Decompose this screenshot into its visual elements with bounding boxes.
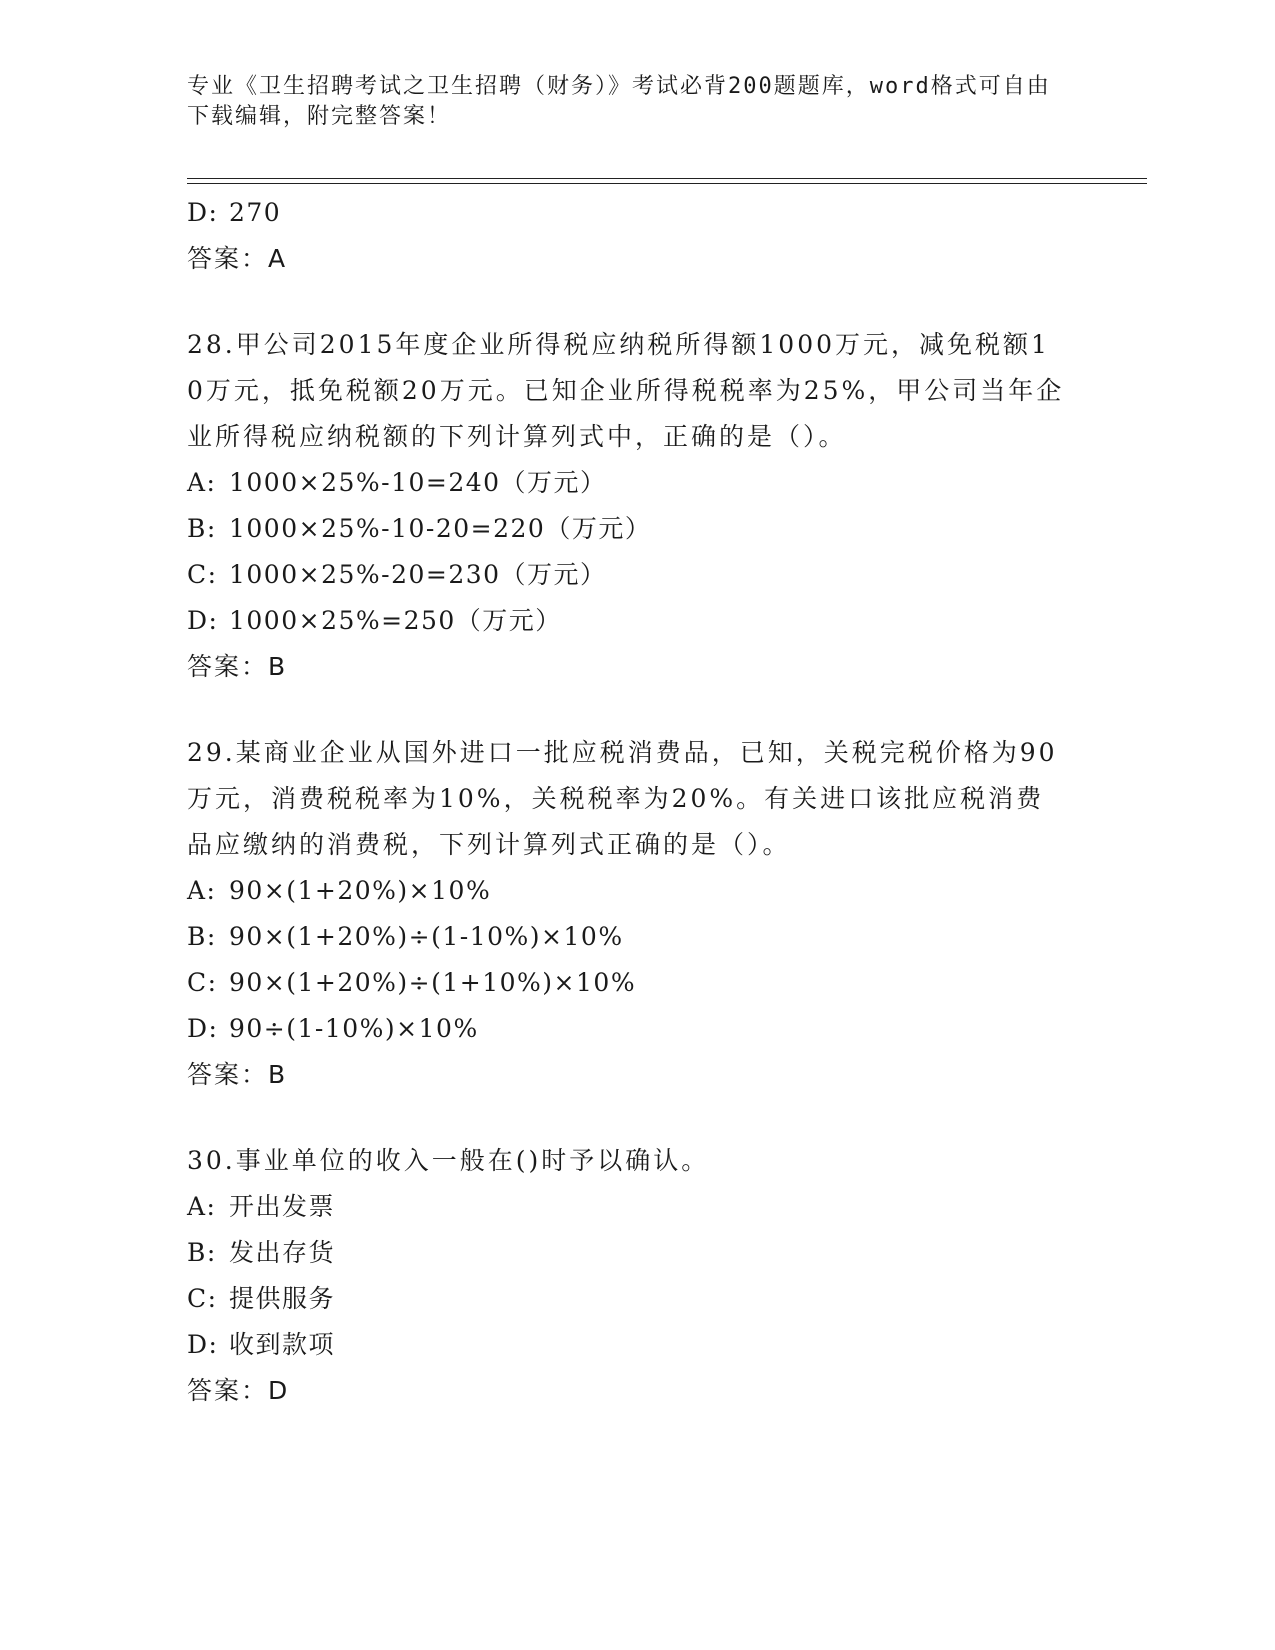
option-key: D: xyxy=(187,1330,219,1359)
document-body xyxy=(187,190,1087,1414)
option-b xyxy=(187,506,1087,552)
option-d-continued xyxy=(187,190,1087,236)
option-c xyxy=(187,552,1087,598)
option-b xyxy=(187,914,1087,960)
option-text: 90×(1+20%)×10% xyxy=(229,876,492,905)
option-key: A: xyxy=(187,1192,217,1221)
question-text: 30.事业单位的收入一般在()时予以确认。 xyxy=(187,1146,710,1175)
header-divider xyxy=(187,178,1147,184)
option-text: 1000×25%=250（万元） xyxy=(229,606,562,635)
option-key: B: xyxy=(187,514,217,543)
option-d xyxy=(187,1322,1087,1368)
option-text: 90×(1+20%)÷(1+10%)×10% xyxy=(229,968,637,997)
option-text: 收到款项 xyxy=(229,1330,336,1359)
header-title: 专业《卫生招聘考试之卫生招聘（财务）》考试必背200题题库，word格式可自由下载编辑，附完整答案！ xyxy=(187,74,1051,129)
option-key: C: xyxy=(187,560,218,589)
option-text: 90×(1+20%)÷(1-10%)×10% xyxy=(229,922,624,951)
option-c xyxy=(187,960,1087,1006)
option-key: A: xyxy=(187,876,217,905)
question-block xyxy=(187,730,1087,1098)
option-text: 270 xyxy=(229,198,282,227)
option-text: 开出发票 xyxy=(229,1192,336,1221)
option-key: D: xyxy=(187,606,219,635)
option-text: 提供服务 xyxy=(229,1284,336,1313)
option-key: A: xyxy=(187,468,217,497)
question-text: 28.甲公司2015年度企业所得税应纳税所得额1000万元，减免税额10万元，抵免税额20万元。已知企业所得税税率为25%，甲公司当年企业所得税应纳税额的下列计算列式中，正确的是（）。 xyxy=(187,330,1065,451)
option-text: 1000×25%-20=230（万元） xyxy=(229,560,607,589)
page-header xyxy=(187,72,1067,132)
question-block xyxy=(187,322,1087,690)
answer-line: 答案：D xyxy=(187,1376,290,1405)
answer-line: 答案：B xyxy=(187,1060,288,1089)
option-key: B: xyxy=(187,1238,217,1267)
option-text: 90÷(1-10%)×10% xyxy=(229,1014,479,1043)
answer-line: 答案：A xyxy=(187,244,288,273)
option-key: B: xyxy=(187,922,217,951)
option-d xyxy=(187,1006,1087,1052)
question-block xyxy=(187,1138,1087,1414)
option-a xyxy=(187,868,1087,914)
option-key: D: xyxy=(187,1014,219,1043)
option-key: C: xyxy=(187,968,218,997)
option-text: 1000×25%-10-20=220（万元） xyxy=(229,514,652,543)
answer-line: 答案：B xyxy=(187,652,288,681)
option-b xyxy=(187,1230,1087,1276)
question-text: 29.某商业企业从国外进口一批应税消费品，已知，关税完税价格为90万元，消费税税率为10%，关税税率为20%。有关进口该批应税消费品应缴纳的消费税，下列计算列式正确的是（）。 xyxy=(187,738,1058,859)
option-d xyxy=(187,598,1087,644)
option-text: 发出存货 xyxy=(229,1238,336,1267)
option-key: C: xyxy=(187,1284,218,1313)
option-a xyxy=(187,1184,1087,1230)
option-a xyxy=(187,460,1087,506)
option-text: 1000×25%-10=240（万元） xyxy=(229,468,607,497)
option-c xyxy=(187,1276,1087,1322)
option-key: D: xyxy=(187,198,219,227)
